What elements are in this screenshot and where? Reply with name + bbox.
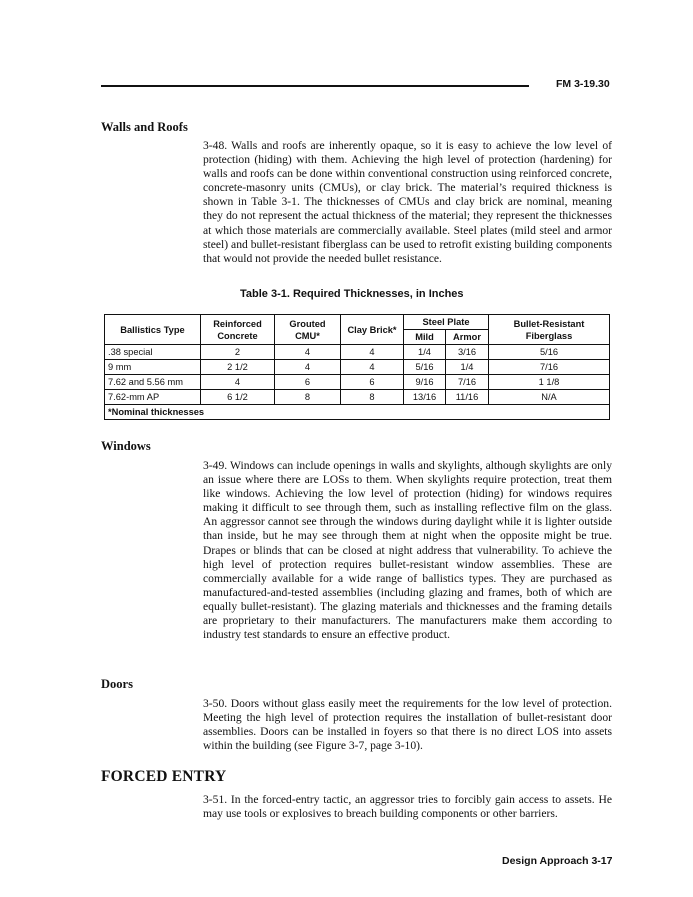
heading-forced-entry: FORCED ENTRY <box>101 768 227 785</box>
table-cell: 4 <box>341 345 404 360</box>
col-header-fiberglass: Bullet-Resistant Fiberglass <box>489 315 610 345</box>
table-footnote: *Nominal thicknesses <box>105 405 610 420</box>
col-header-steel: Steel Plate <box>404 315 489 330</box>
table-cell: 7/16 <box>446 375 489 390</box>
table-cell: N/A <box>489 390 610 405</box>
thickness-table <box>104 314 610 420</box>
table-cell: 8 <box>275 390 341 405</box>
table-cell: 6 <box>275 375 341 390</box>
document-id: FM 3-19.30 <box>556 78 610 90</box>
table-cell: 7.62-mm AP <box>105 390 201 405</box>
table-cell: 4 <box>275 345 341 360</box>
paragraph-3-50: 3-50. Doors without glass easily meet the requirements for the low level of protection. Meeting the high level of protection requires the installation of bullet-resistant door assemblies. Doors can be installed in foyers so that there is no direct LOS into assets within the building (see Figure 3-7, page 3-10). <box>203 697 612 753</box>
col-header-clay: Clay Brick* <box>341 315 404 345</box>
col-header-grouted: Grouted CMU* <box>275 315 341 345</box>
table-cell: 11/16 <box>446 390 489 405</box>
heading-walls-roofs: Walls and Roofs <box>101 120 188 134</box>
col-header-armor: Armor <box>446 330 489 345</box>
table-cell: 9/16 <box>404 375 446 390</box>
table-cell: 7.62 and 5.56 mm <box>105 375 201 390</box>
table-cell: 2 <box>201 345 275 360</box>
col-header-mild: Mild <box>404 330 446 345</box>
heading-doors: Doors <box>101 677 133 691</box>
table-row <box>105 375 610 390</box>
table-cell: 1/4 <box>446 360 489 375</box>
table-cell: 5/16 <box>404 360 446 375</box>
table-row <box>105 345 610 360</box>
table-cell: 8 <box>341 390 404 405</box>
table-row <box>105 360 610 375</box>
table-cell: 7/16 <box>489 360 610 375</box>
paragraph-3-48: 3-48. Walls and roofs are inherently opaque, so it is easy to achieve the low level of protection (hiding) with them. Achieving the high level of protection (hardening) for walls and roofs can be done within conventional construction using reinforced concrete, concrete-masonry units (CMUs), or clay brick. The material’s required thickness is shown in Table 3-1. The thicknesses of CMUs and clay brick are nominal, meaning they do not represent the actual thickness of the material; they represent the thicknesses at which those materials are commercially available. Steel plates (mild steel and armor steel) and bullet-resistant fiberglass can be used to retrofit existing building components that would not provide the needed bullet resistance. <box>203 139 612 265</box>
heading-windows: Windows <box>101 439 151 453</box>
table-cell: 1/4 <box>404 345 446 360</box>
table-cell: 5/16 <box>489 345 610 360</box>
table-cell: 4 <box>341 360 404 375</box>
page-footer: Design Approach 3-17 <box>502 855 613 867</box>
table-cell: .38 special <box>105 345 201 360</box>
table-cell: 3/16 <box>446 345 489 360</box>
table-cell: 4 <box>201 375 275 390</box>
table-cell: 1 1/8 <box>489 375 610 390</box>
paragraph-3-49: 3-49. Windows can include openings in walls and skylights, although skylights are only an issue where there are LOSs to them. When skylights require protection, treat them like windows. Achieving the low level of protection (hiding) for windows requires making it difficult to see through them, such as installing reflective film on the glass. An aggressor cannot see through the windows during daylight while it is lighter outside than inside, but he may see through them at night when the opposite might be true. Drapes or blinds that can be closed at night address that vulnerability. To achieve the high level of protection requires bullet-resistant window assemblies. These are commercially available for a wide range of ballistics types. They are purchased as manufactured-and-tested assemblies (including glazing and frames, both of which are equally bullet-resistant). The glazing materials and thicknesses and the framing details are proprietary to their manufacturers. The manufacturers make them according to industry test standards to ensure an effective product. <box>203 459 612 642</box>
table-cell: 6 1/2 <box>201 390 275 405</box>
table-cell: 6 <box>341 375 404 390</box>
table-cell: 13/16 <box>404 390 446 405</box>
table-cell: 4 <box>275 360 341 375</box>
col-header-reinforced: Reinforced Concrete <box>201 315 275 345</box>
header-rule <box>101 85 529 87</box>
table-cell: 9 mm <box>105 360 201 375</box>
table-caption: Table 3-1. Required Thicknesses, in Inches <box>240 288 464 300</box>
paragraph-3-51: 3-51. In the forced-entry tactic, an aggressor tries to forcibly gain access to assets. He may use tools or explosives to breach building components or other barriers. <box>203 793 612 821</box>
col-header-ballistics: Ballistics Type <box>105 315 201 345</box>
table-row <box>105 390 610 405</box>
table-cell: 2 1/2 <box>201 360 275 375</box>
